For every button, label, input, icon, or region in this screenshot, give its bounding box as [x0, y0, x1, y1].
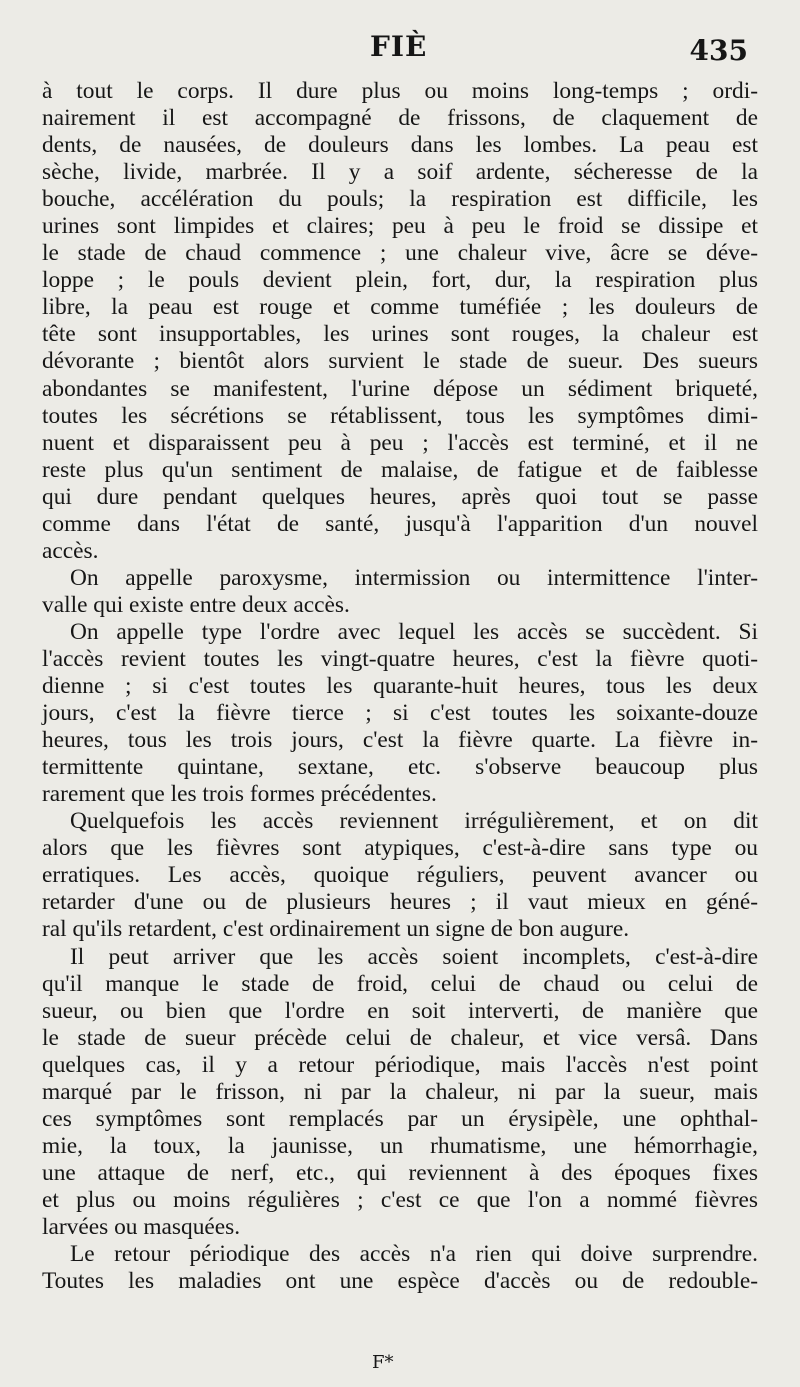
text-line: quelques cas, il y a retour périodique, mais l'accès n'est point [42, 1051, 758, 1078]
page-number: 435 [689, 34, 748, 67]
text-line: abondantes se manifestent, l'urine dépose un sédiment briqueté, [42, 375, 758, 402]
text-line: marqué par le frisson, ni par la chaleur, ni par la sueur, mais [42, 1078, 758, 1105]
paragraph [42, 944, 758, 1242]
text-line: Le retour périodique des accès n'a rien qui doive surprendre. [70, 1241, 758, 1268]
text-line: une attaque de nerf, etc., qui reviennent à des époques fixes [42, 1159, 758, 1186]
text-line: valle qui existe entre deux accès. [42, 591, 350, 618]
text-line: urines sont limpides et claires; peu à peu le froid se dissipe et [42, 213, 758, 240]
text-line: erratiques. Les accès, quoique réguliers, peuvent avancer ou [42, 862, 758, 889]
text-line: termittente quintane, sextane, etc. s'observe beaucoup plus [42, 754, 758, 781]
text-line: alors que les fièvres sont atypiques, c'est-à-dire sans type ou [42, 835, 758, 862]
text-line: et plus ou moins régulières ; c'est ce que l'on a nommé fièvres [42, 1186, 758, 1213]
text-line: l'accès revient toutes les vingt-quatre heures, c'est la fièvre quoti- [42, 645, 758, 672]
text-line: sueur, ou bien que l'ordre en soit interverti, de manière que [42, 997, 758, 1024]
text-line: sèche, livide, marbrée. Il y a soif ardente, sécheresse de la [42, 159, 758, 186]
text-line: dents, de nausées, de douleurs dans les lombes. La peau est [42, 132, 758, 159]
text-line: jours, c'est la fièvre tierce ; si c'est toutes les soixante-douze [42, 700, 758, 727]
text-line: ral qu'ils retardent, c'est ordinairement un signe de bon augure. [42, 916, 630, 943]
text-line: larvées ou masquées. [42, 1213, 241, 1240]
text-line: dévorante ; bientôt alors survient le stade de sueur. Des sueurs [42, 348, 758, 375]
text-line: comme dans l'état de santé, jusqu'à l'apparition d'un nouvel [42, 510, 758, 537]
text-line: Quelquefois les accès reviennent irrégulièrement, et on dit [70, 808, 758, 835]
text-line: Toutes les maladies ont une espèce d'accès ou de redouble- [42, 1268, 758, 1295]
text-line: On appelle paroxysme, intermission ou intermittence l'inter- [70, 564, 758, 591]
text-line: retarder d'une ou de plusieurs heures ; il vaut mieux en géné- [42, 889, 758, 916]
text-line: Il peut arriver que les accès soient incomplets, c'est-à-dire [70, 943, 758, 970]
text-line: reste plus qu'un sentiment de malaise, de fatigue et de faiblesse [42, 456, 758, 483]
text-line: bouche, accélération du pouls; la respiration est difficile, les [42, 186, 758, 213]
text-line: libre, la peau est rouge et comme tuméfiée ; les douleurs de [42, 294, 758, 321]
text-line: toutes les sécrétions se rétablissent, tous les symptômes dimi- [42, 402, 758, 429]
text-line: nairement il est accompagné de frissons, de claquement de [42, 105, 758, 132]
text-line: à tout le corps. Il dure plus ou moins long-temps ; ordi- [42, 78, 758, 104]
body-text [42, 78, 758, 1295]
text-line: nuent et disparaissent peu à peu ; l'accès est terminé, et il ne [42, 429, 758, 456]
text-line: dienne ; si c'est toutes les quarante-huit heures, tous les deux [42, 673, 758, 700]
text-line: heures, tous les trois jours, c'est la fièvre quarte. La fièvre in- [42, 727, 758, 754]
text-line: qui dure pendant quelques heures, après quoi tout se passe [42, 483, 758, 510]
paragraph [42, 1241, 758, 1295]
text-line: le stade de sueur précède celui de chaleur, et vice versâ. Dans [42, 1024, 758, 1051]
text-line: loppe ; le pouls devient plein, fort, dur, la respiration plus [42, 267, 758, 294]
paragraph [42, 619, 758, 808]
text-line: ces symptômes sont remplacés par un érysipèle, une ophthal- [42, 1105, 758, 1132]
paragraph [42, 565, 758, 619]
page-header [0, 30, 800, 80]
text-line: tête sont insupportables, les urines sont rouges, la chaleur est [42, 321, 758, 348]
text-line: mie, la toux, la jaunisse, un rhumatisme, une hémorrhagie, [42, 1132, 758, 1159]
paragraph [42, 78, 758, 565]
text-line: qu'il manque le stade de froid, celui de chaud ou celui de [42, 970, 758, 997]
paragraph [42, 808, 758, 943]
text-line: accès. [42, 537, 99, 564]
signature-mark: F* [372, 1352, 394, 1373]
running-head: FIÈ [370, 30, 428, 63]
text-line: On appelle type l'ordre avec lequel les accès se succèdent. Si [70, 618, 758, 645]
text-line: le stade de chaud commence ; une chaleur vive, âcre se déve- [42, 240, 758, 267]
text-line: rarement que les trois formes précédentes. [42, 781, 437, 808]
